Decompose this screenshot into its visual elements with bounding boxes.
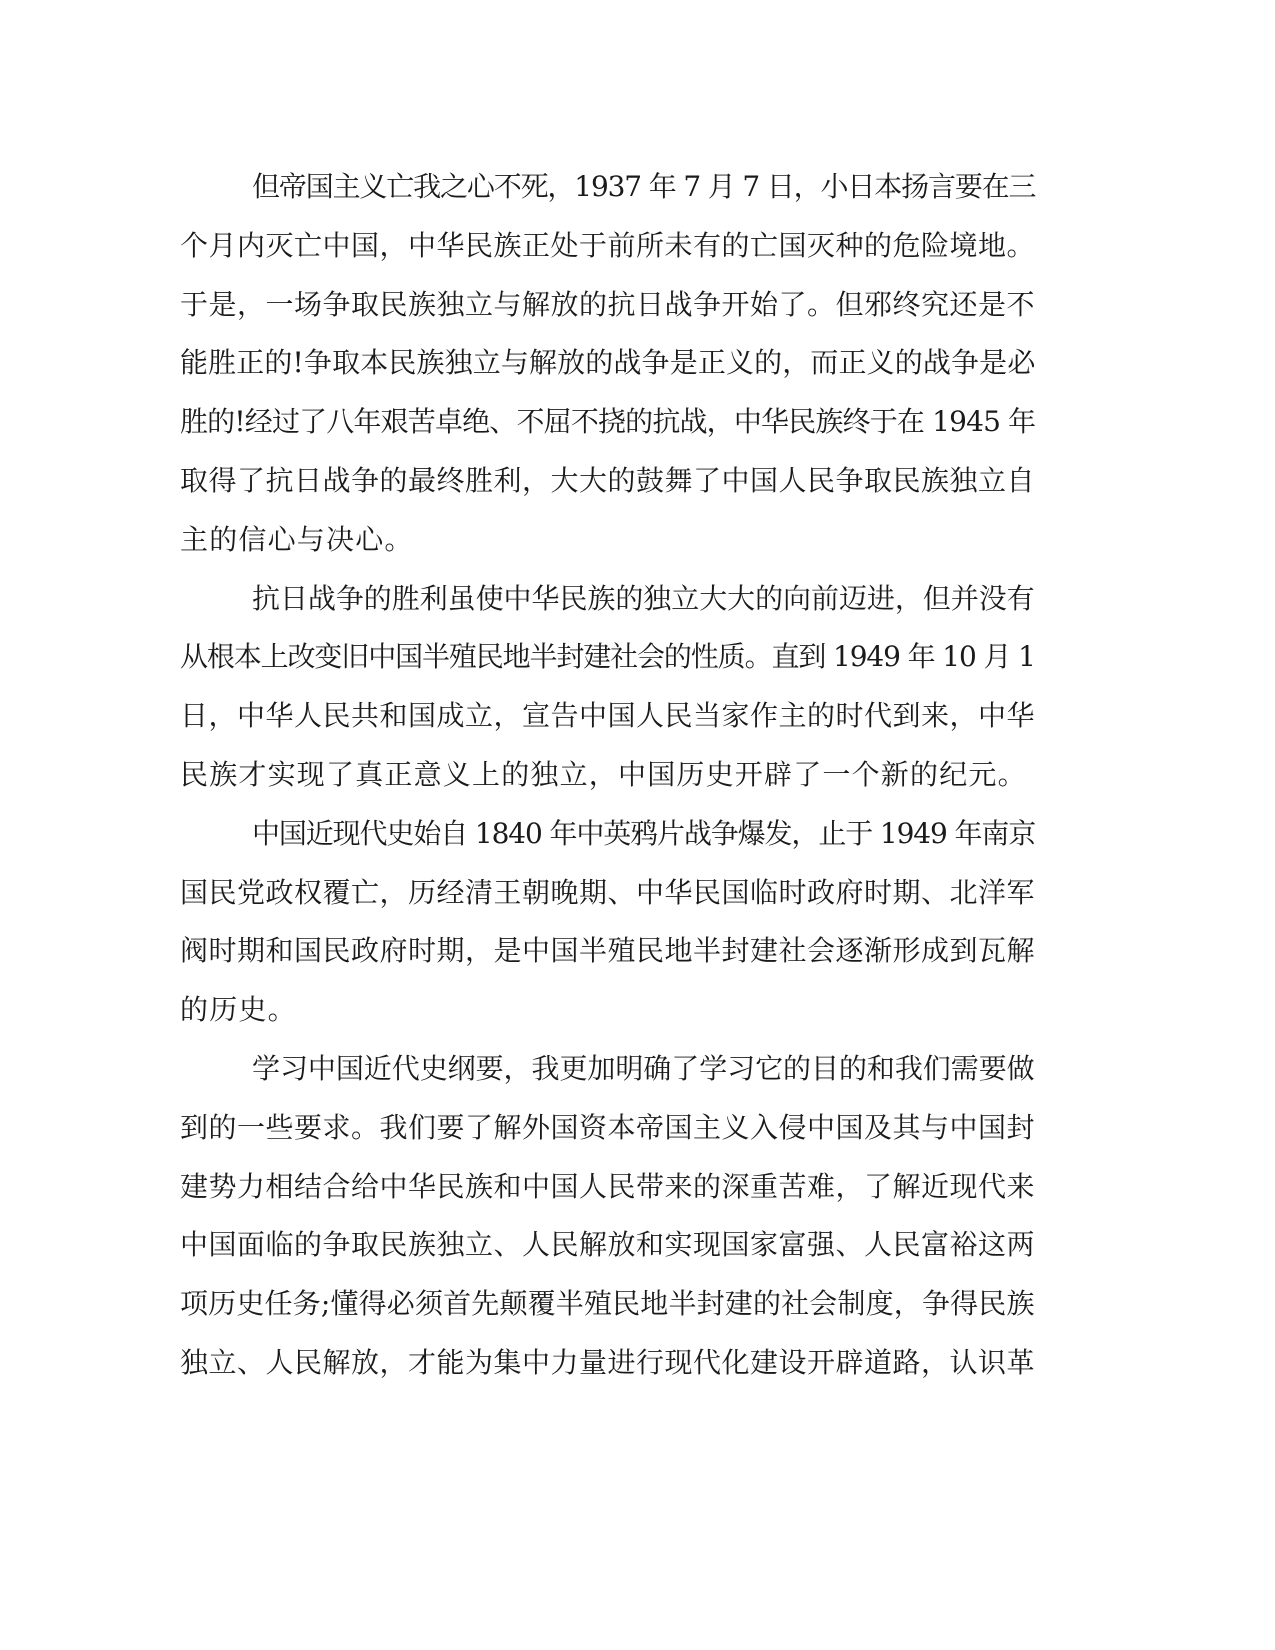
paragraph-line: 取得了抗日战争的最终胜利，大大的鼓舞了中国人民争取民族独立自 [180,463,1036,497]
paragraph-line: 个月内灭亡中国，中华民族正处于前所未有的亡国灭种的危险境地。 [180,228,1036,262]
paragraph-line: 但帝国主义亡我之心不死，1937 年 7 月 7 日，小日本扬言要在三 [252,170,1036,203]
paragraph-line: 中国近现代史始自 1840 年中英鸦片战争爆发，止于 1949 年南京 [252,816,1036,850]
paragraph-1 [180,158,1035,570]
paragraph-3 [180,805,1035,1040]
paragraph-line: 的历史。 [180,993,297,1027]
paragraph-line: 中国面临的争取民族独立、人民解放和实现国家富强、人民富裕这两 [180,1228,1036,1262]
paragraph-line: 于是，一场争取民族独立与解放的抗日战争开始了。但邪终究还是不 [180,287,1036,321]
paragraph-line: 项历史任务;懂得必须首先颠覆半殖民地半封建的社会制度，争得民族 [180,1287,1035,1321]
document-body [180,158,1035,1393]
paragraph-4 [180,1040,1035,1393]
paragraph-line: 到的一些要求。我们要了解外国资本帝国主义入侵中国及其与中国封 [180,1110,1036,1144]
paragraph-line: 能胜正的!争取本民族独立与解放的战争是正义的，而正义的战争是必 [180,346,1036,380]
paragraph-line: 学习中国近代史纲要，我更加明确了学习它的目的和我们需要做 [252,1051,1035,1085]
paragraph-line: 国民党政权覆亡，历经清王朝晚期、中华民国临时政府时期、北洋军 [180,875,1036,909]
paragraph-line: 阀时期和国民政府时期，是中国半殖民地半封建社会逐渐形成到瓦解 [180,934,1036,968]
paragraph-line: 建势力相结合给中华民族和中国人民带来的深重苦难，了解近现代来 [180,1169,1036,1203]
paragraph-line: 胜的!经过了八年艰苦卓绝、不屈不挠的抗战，中华民族终于在 1945 年 [180,405,1036,439]
paragraph-line: 从根本上改变旧中国半殖民地半封建社会的性质。直到 1949 年 10 月 1 [180,640,1035,674]
paragraph-line: 抗日战争的胜利虽使中华民族的独立大大的向前迈进，但并没有 [252,581,1035,615]
paragraph-line: 独立、人民解放，才能为集中力量进行现代化建设开辟道路，认识革 [180,1345,1036,1379]
paragraph-line: 日，中华人民共和国成立，宣告中国人民当家作主的时代到来，中华 [180,699,1036,733]
paragraph-2 [180,570,1035,805]
paragraph-line: 民族才实现了真正意义上的独立，中国历史开辟了一个新的纪元。 [180,757,1027,791]
paragraph-line: 主的信心与决心。 [180,522,414,556]
